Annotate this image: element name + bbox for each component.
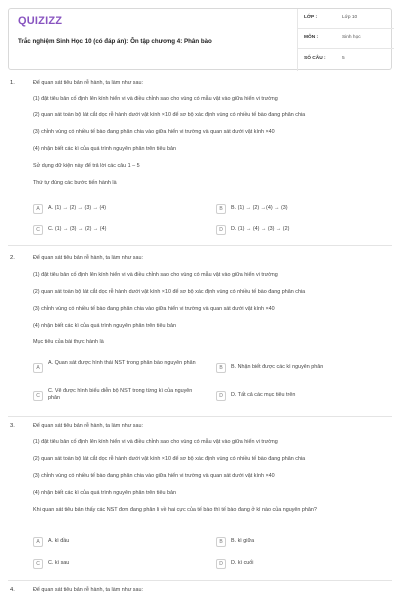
question-text: Để quan sát tiêu bản rễ hành, ta làm như sau:: [33, 587, 143, 593]
question-text: Để quan sát tiêu bản rễ hành, ta làm như sau:: [33, 423, 143, 429]
question-number: 4.: [10, 587, 15, 593]
option-letter-box: A: [33, 537, 43, 547]
option-text: B. kì giữa: [231, 538, 255, 544]
answer-option-c[interactable]: [33, 389, 203, 407]
question-step: (3) chỉnh vùng có nhiều tế bào đang phân chia vào giữa hiển vi trường và quan sát dưới vật kính ×40: [33, 473, 275, 479]
answer-option-b[interactable]: [216, 361, 386, 377]
option-text: C. Vẽ được hình biểu diễn bộ NST trong từng kì của nguyên phân: [48, 388, 193, 402]
worksheet-meta: [297, 9, 393, 71]
answer-option-b[interactable]: [216, 202, 386, 218]
question-1: [10, 80, 392, 240]
answer-option-b[interactable]: [216, 535, 386, 551]
question-step: (4) nhận biết các kì của quá trình nguyên phân trên tiêu bản: [33, 323, 176, 329]
meta-value: 5: [342, 56, 345, 61]
meta-row-class: [298, 9, 394, 29]
question-3: [10, 423, 392, 583]
question-divider: [8, 245, 392, 246]
question-number: 3.: [10, 423, 15, 429]
option-text: D. Tất cả các mục tiêu trên: [231, 392, 296, 398]
question-instruction: Sử dụng dữ kiện này để trả lời các câu 1 – 5: [33, 163, 140, 169]
option-text: C. (1) → (3) → (2) → (4): [48, 226, 107, 232]
answer-option-a[interactable]: [33, 202, 203, 218]
question-prompt: Thứ tự đúng các bước tiến hành là: [33, 180, 117, 186]
question-step: (2) quan sát toàn bộ lát cắt dọc rễ hành dưới vật kính ×10 để sơ bộ xác định vùng có nhiều tế bào đang phân chia: [33, 112, 306, 118]
question-text: Để quan sát tiêu bản rễ hành, ta làm như sau:: [33, 80, 143, 86]
question-step: (3) chỉnh vùng có nhiều tế bào đang phân chia vào giữa hiển vi trường và quan sát dưới vật kính ×40: [33, 129, 275, 135]
option-letter-box: B: [216, 363, 226, 373]
question-prompt: Mục tiêu của bài thực hành là: [33, 339, 104, 345]
option-letter-box: D: [216, 559, 226, 569]
option-letter-box: C: [33, 559, 43, 569]
question-step: (4) nhận biết các kì của quá trình nguyên phân trên tiêu bản: [33, 490, 176, 496]
worksheet-title: Trắc nghiệm Sinh Học 10 (có đáp án): Ôn tập chương 4: Phân bào: [18, 38, 212, 45]
option-letter-box: B: [216, 537, 226, 547]
option-text: D. kì cuối: [231, 560, 254, 566]
answer-option-c[interactable]: [33, 223, 203, 239]
question-step: (1) đặt tiêu bản cố định lên kính hiển vi và điều chỉnh sao cho vùng có mẫu vật vào giữa hiển vi trường: [33, 96, 278, 102]
meta-label: MÔN :: [304, 35, 319, 40]
option-text: B. (1) → (2) →(4) → (3): [231, 205, 288, 211]
question-step: (3) chỉnh vùng có nhiều tế bào đang phân chia vào giữa hiển vi trường và quan sát dưới vật kính ×40: [33, 306, 275, 312]
option-text: D. (1) → (4) → (3) → (2): [231, 226, 290, 232]
answer-option-d[interactable]: [216, 389, 386, 405]
quizizz-logo: QUIZIZZ: [18, 15, 63, 27]
question-number: 1.: [10, 80, 15, 86]
option-text: C. kì sau: [48, 560, 70, 566]
option-letter-box: B: [216, 204, 226, 214]
answer-option-c[interactable]: [33, 557, 203, 573]
meta-value: Sinh học: [342, 35, 361, 40]
question-prompt: Khi quan sát tiêu bản thấy các NST đơn đang phân li về hai cực của tế bào thì tế bào đang ở kì nào của nguyên phân?: [33, 507, 317, 513]
question-step: (1) đặt tiêu bản cố định lên kính hiển vi và điều chỉnh sao cho vùng có mẫu vật vào giữa hiển vi trường: [33, 439, 278, 445]
option-text: A. Quan sát được hình thái NST trong phân bào nguyên phân: [48, 360, 196, 366]
option-letter-box: D: [216, 225, 226, 235]
option-letter-box: D: [216, 391, 226, 401]
question-step: (1) đặt tiêu bản cố định lên kính hiển vi và điều chỉnh sao cho vùng có mẫu vật vào giữa hiển vi trường: [33, 272, 278, 278]
meta-row-subject: [298, 29, 394, 49]
answer-option-d[interactable]: [216, 557, 386, 573]
question-4: [10, 587, 392, 599]
question-text: Để quan sát tiêu bản rễ hành, ta làm như sau:: [33, 255, 143, 261]
answer-option-d[interactable]: [216, 223, 386, 239]
worksheet-header: [8, 8, 392, 70]
option-text: A. kì đầu: [48, 538, 70, 544]
question-divider: [8, 580, 392, 581]
question-2: [10, 255, 392, 415]
question-step: (4) nhận biết các kì của quá trình nguyên phân trên tiêu bản: [33, 146, 176, 152]
question-number: 2.: [10, 255, 15, 261]
meta-label: SỐ CÂU :: [304, 56, 326, 61]
meta-row-count: [298, 50, 394, 71]
answer-option-a[interactable]: [33, 535, 203, 551]
option-text: B. Nhận biết được các kì nguyên phân: [231, 364, 324, 370]
option-text: A. (1) → (2) → (3) → (4): [48, 205, 107, 211]
option-letter-box: A: [33, 363, 43, 373]
question-divider: [8, 416, 392, 417]
answer-option-a[interactable]: [33, 361, 203, 379]
option-letter-box: A: [33, 204, 43, 214]
meta-value: Lớp 10: [342, 15, 358, 20]
option-letter-box: C: [33, 391, 43, 401]
question-step: (2) quan sát toàn bộ lát cắt dọc rễ hành dưới vật kính ×10 để sơ bộ xác định vùng có nhiều tế bào đang phân chia: [33, 289, 306, 295]
question-step: (2) quan sát toàn bộ lát cắt dọc rễ hành dưới vật kính ×10 để sơ bộ xác định vùng có nhiều tế bào đang phân chia: [33, 456, 306, 462]
meta-label: LỚP :: [304, 15, 318, 20]
option-letter-box: C: [33, 225, 43, 235]
